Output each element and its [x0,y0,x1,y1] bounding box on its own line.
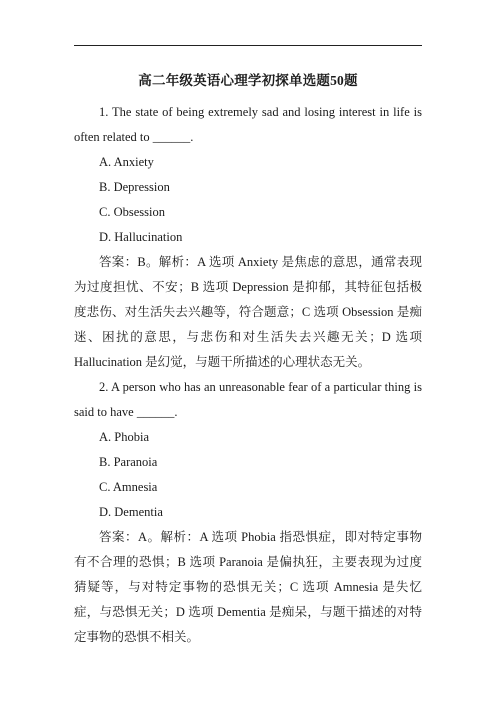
question-1 [74,100,422,375]
option-c: C. Obsession [99,205,165,219]
answer-explanation: 答案：A。解析：A 选项 Phobia 指恐惧症，即对特定事物有不合理的恐惧；B 选项 Paranoia 是偏执狂，主要表现为过度猜疑等，与对特定事物的恐惧无关；C 选项 Amnesia 是失忆症，与恐惧无关；D 选项 Dementia 是痴呆，与题干描述的对特定事物的恐惧不相关。 [74,530,422,644]
option-c: C. Amnesia [99,480,158,494]
option-b: B. Paranoia [99,455,158,469]
option-d: D. Hallucination [99,230,183,244]
question-2 [74,375,422,650]
option-a: A. Anxiety [99,155,154,169]
document-title: 高二年级英语心理学初探单选题50题 [138,73,358,88]
question-stem: 2. A person who has an unreasonable fear of a particular thing is said to have ______. [74,380,422,419]
answer-explanation: 答案：B。解析：A 选项 Anxiety 是焦虑的意思，通常表现为过度担忧、不安；B 选项 Depression 是抑郁，其特征包括极度悲伤、对生活失去兴趣等，符合题意；C 选项 Obsession 是痴迷、困扰的意思，与悲伤和对生活失去兴趣无关；D 选项 Hallucination 是幻觉，与题干所描述的心理状态无关。 [74,255,422,369]
option-b: B. Depression [99,180,170,194]
header-rule [74,45,422,46]
question-stem: 1. The state of being extremely sad and losing interest in life is often related to ______. [74,105,422,144]
document-body [74,100,422,650]
option-d: D. Dementia [99,505,163,519]
option-a: A. Phobia [99,430,149,444]
